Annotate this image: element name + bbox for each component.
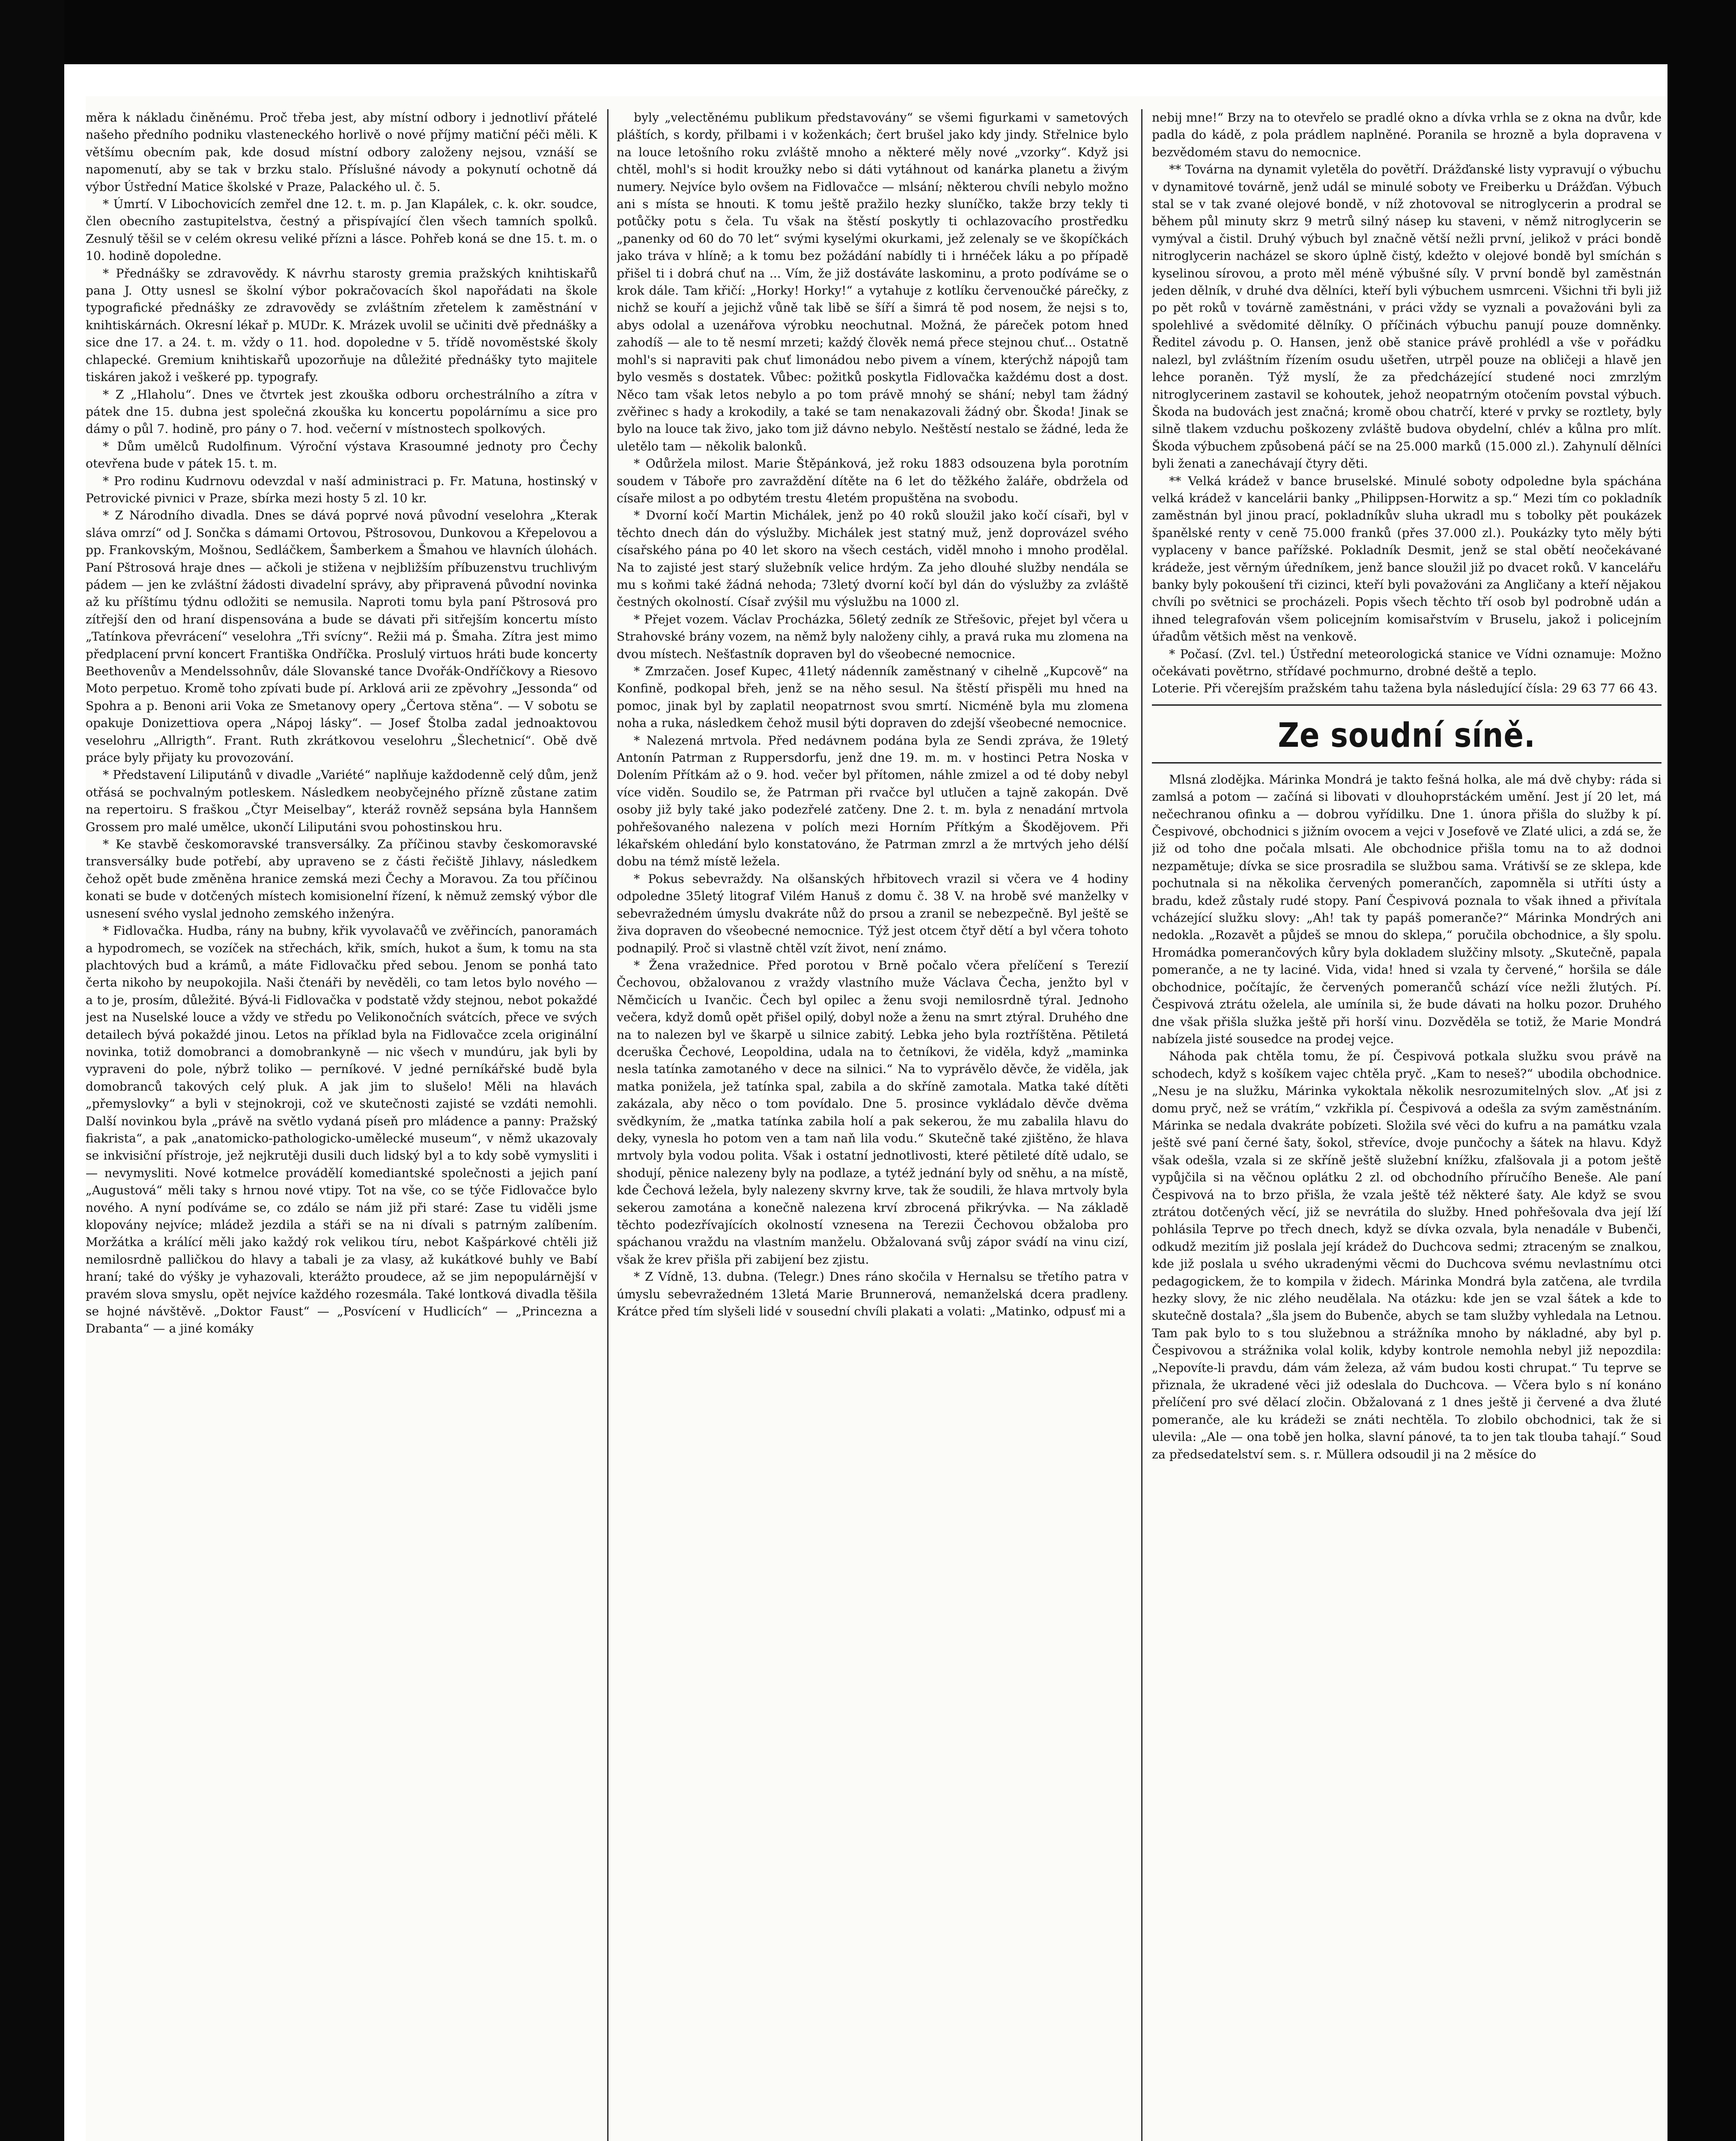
article-paragraph: * Žena vražednice. Před porotou v Brně počalo včera přelíčení s Terezií Čechovou, obžalovanou z vraždy vlastního muže Václava Čecha, jenžto byl v Němčicích u Ivančic. Čech byl opilec a ženu svoji nemilosrdně týral. Jednoho večera, když domů opět přišel opilý, dobyl nože a ženu na smrt ztýral. Druhého dne na to nalezen byl ve škarpě u silnice zabitý. Lebka jeho byla roztříštěna. Pětiletá dceruška Čechové, Leopoldina, udala na to četníkovi, že viděla, když „maminka nesla tatínka zamotaného v dece na silnici.“ Na to vyprávělo děvče, že viděla, jak matka ponižela, jež tatínka spal, zabila a do skříně zamotala. Matka také dítěti zakázala, aby něco o tom povídalo. Dne 5. prosince vykládalo děvče dvěma svědkyním, že „matka tatínka zabila holí a pak sekerou, že mu zabalila hlavu do deky, vynesla ho potom ven a tam naň lila vodu.“ Skutečně také zjištěno, že hlava mrtvoly byla vodou polita. Však i ostatní jednotlivosti, které pětileté dítě udalo, se shodují, pěnice nalezeny byly na podlaze, a tytéž jednání byly od sněhu, a na místě, kde Čechová ležela, byly nalezeny skvrny krve, tak že soudili, že hlava mrtvoly byla sekerou zamotána a konečně nalezena krví zbrocená přikrývka. — Na základě těchto podezřívajících okolností vznesena na Terezii Čechovou obžaloba pro spáchanou vraždu na vlastním manželu. Obžalovaná svůj zápor svádí na vinu cizí, však že krev přišla při zabijení bez zjistu. <box>617 958 1128 1267</box>
article-paragraph: * Pokus sebevraždy. Na olšanských hřbitovech vrazil si včera ve 4 hodiny odpoledne 35letý litograf Vilém Hanuš z domu č. 38 V. na hrobě své manželky v sebevražedném úmyslu dvakráte nůž do prsou a zranil se nebezpečně. Byl ještě se živa dopraven do všeobecné nemocnice. Týž jest otcem čtyř dětí a byl včera tohoto podnapilý. Proč si vlastně chtěl vzít život, není známo. <box>617 871 1128 955</box>
article-paragraph: * Ke stavbě českomoravské transversálky. Za příčinou stavby českomoravské transversálky bude potřebí, aby upraveno se z části řečiště Jihlavy, následkem čehož opět bude změněna hranice zemská mezi Čechy a Moravou. Za tou příčinou konati se bude v dotčených místech komisionelní řízení, k němuž zemský výbor dle usnesení svého vyslal jednoho zemského inženýra. <box>86 837 597 921</box>
article-paragraph: * Úmrtí. V Libochovicích zemřel dne 12. t. m. p. Jan Klapálek, c. k. okr. soudce, člen obecního zastupitelstva, čestný a přispívající člen všech tamních spolků. Zesnulý těšil se v celém okresu veliké přízni a lásce. Pohřeb koná se dne 15. t. m. o 10. hodině dopoledne. <box>86 197 597 263</box>
article-paragraph: * Dům umělců Rudolfinum. Výroční výstava Krasoumné jednoty pro Čechy otevřena bude v pátek 15. t. m. <box>86 439 597 471</box>
column-3 <box>1152 109 1661 2141</box>
article-paragraph: nebij mne!“ Brzy na to otevřelo se pradlé okno a dívka vrhla se z okna na dvůr, kde padla do kádě, z pola prádlem naplněné. Poranila se hrozně a byla dopravena v bezvědomém stavu do nemocnice. <box>1152 110 1661 159</box>
article-paragraph: * Dvorní kočí Martin Michálek, jenž po 40 roků sloužil jako kočí císaři, byl v těchto dnech dán do výslužby. Michálek jest statný muž, jenž doprovázel svého císařského pána po 40 let skoro na všech cestách, viděl mnoho i mnoho prodělal. Na to zajisté jest starý služebník velice hrdým. Za jeho dlouhé služby nendála se mu s koňmi také žádná nehoda; 73letý dvorní kočí byl dán do výslužby za zvláště čestných okolností. Císař zvýšil mu výslužbu na 1000 zl. <box>617 508 1128 609</box>
article-paragraph: měra k nákladu činěnému. Proč třeba jest, aby místní odbory i jednotliví přátelé našeho předního podniku vlasteneckého horlivě o nové příjmy matiční péči měli. K většímu obecním pak, kde dosud místní odbory založeny nejsou, vznáší se napomenutí, aby se tak v brzku stalo. Příslušné návody a pokynutí ochotně dá výbor Ústřední Matice školské v Praze, Palackého ul. č. 5. <box>86 110 597 194</box>
article-paragraph: * Z „Hlaholu“. Dnes ve čtvrtek jest zkouška odboru orchestrálního a zítra v pátek dne 15. dubna jest společná zkouška ku koncertu popolárnímu a sice pro dámy o půl 7. hodině, pro pány o 7. hod. večerní v místnostech spolkových. <box>86 387 597 436</box>
article-paragraph: * Z Národního divadla. Dnes se dává poprvé nová původní veselohra „Kterak sláva omrzí“ od J. Sončka s dámami Ortovou, Pštrosovou, Dunkovou a Křepelovou a pp. Frankovským, Mošnou, Sedláčkem, Šamberkem a Šmahou ve hlavních úlohách. Paní Pštrosová hraje dnes — ačkoli je stižena v nejbližším příbuzenstvu truchlivým pádem — jen ke zvláštní žádosti divadelní správy, aby připravená původní novinka až ku příštímu týdnu odložiti se nemusila. Naproti tomu byla paní Pštrosová pro zítřejší den od hraní dispensována a bude se dávati při sitřejším koncertu místo „Tatínkova převrácení“ veselohra „Tři svícny“. Režii má p. Šmaha. Zítra jest mimo předplacení první koncert Františka Ondříčka. Proslulý virtuos hráti bude koncerty Beethovenův a Mendelssohnův, dále Slovanské tance Dvořák-Ondříčkovy a Riesovo Moto perpetuo. Kromě toho zpívati bude pí. Arklová arii ze zpěvohry „Jessonda“ od Spohra a p. Benoni arii Voka ze Smetanovy opery „Čertova stěna“. — V sobotu se opakuje Donizettiova opera „Nápoj lásky“. — Josef Štolba zadal jednoaktovou veselohru „Allrigth“. Frant. Ruth zkrátkovou veselohru „Šlechetnicí“. Obě dvě práce byly přijaty ku provozování. <box>86 508 597 765</box>
article-paragraph: ** Továrna na dynamit vyletěla do povětří. Drážďanské listy vypravují o výbuchu v dynamitové továrně, jenž udál se minulé soboty ve Freiberku u Drážďan. Výbuch stal se v tak zvané olejové bondě, v níž zhotovoval se nitroglycerin a prodral se během půl minuty skrz 9 metrů silný násep ku staveni, v němž nitroglycerin se vymýval a čistil. Druhý výbuch byl značně větší nežli první, jelikož v práci bondě nitroglycerin nacházel se skoro úplně čistý, kdežto v olejové bondě byl smíchán s kyselinou sírovou, a proto měl méně výbušné síly. V první bondě byl zaměstnán jeden dělník, v druhé dva dělníci, kteří byli výbuchem usmrceni. Všichni tři byli již po pět roků v továrně zaměstnáni, v práci vždy se vyznali a považováni byli za spolehlivé a svědomité dělníky. O příčinách výbuchu panují pouze domněnky. Ředitel závodu p. O. Hansen, jenž obě stanice právě prohlédl a vše v pořádku nalezl, byl zvláštním řízením osudu ušetřen, utrpěl pouze na obličeji a hlavě jen lehce poraněn. Týž myslí, že za předcházející studené noci zmrzlým nitroglycerinem zastavil se kohoutek, jehož neopatrným otočením povstal výbuch. Škoda na budovách jest značná; kromě obou chatrčí, které v prvky se roztlety, byly silně tlakem vzduchu poškozeny zvláště budova obydelní, chlév a kůlna pro mlít. Škoda výbuchem způsobená páčí se na 25.000 marků (15.000 zl.). Zahynulí dělníci byli ženati a zanechávají čtyry děti. <box>1152 162 1661 471</box>
article-paragraph: * Zmrzačen. Josef Kupec, 41letý nádenník zaměstnaný v cihelně „Kupcově“ na Konfině, podkopal břeh, jenž se na něho sesul. Na štěstí přispěli mu hned na pomoc, jinak byl by zaplatil neopatrnost svou smrtí. Nicméně byla mu zlomena noha a ruka, následkem čehož musil býti dopraven do zdejší všeobecné nemocnice. <box>617 664 1128 731</box>
article-paragraph: * Přednášky se zdravovědy. K návrhu starosty gremia pražských knihtiskařů pana J. Otty usnesl se školní výbor pokračovacích škol napořádati na škole typografické přednášky ze zdravovědy se zvláštním zřetelem k zaměstnání v knihtiskárnách. Okresní lékař p. MUDr. K. Mrázek uvolil se učiniti dvě přednášky a sice dne 17. a 24. t. m. vždy o 11. hod. dopoledne v 5. třídě novoměstské školy chlapecké. Gremium knihtiskařů upozorňuje na důležité přednášky tyto majitele tiskáren jakož i veškeré pp. typografy. <box>86 266 597 385</box>
article-paragraph: * Počasí. (Zvl. tel.) Ústřední meteorologická stanice ve Vídni oznamuje: Možno očekávati povětrno, střídavé pochmurno, drobné deště a teplo. <box>1152 647 1661 678</box>
column-divider <box>1141 109 1142 2141</box>
article-paragraph: ** Velká krádež v bance bruselské. Minulé soboty odpoledne byla spáchána velká krádež v kancelárii banky „Philippsen-Horwitz a sp.“ Mezi tím co pokladník zaměstnán byl jinou prací, pokladníkův sluha ukradl mu s tobolky pět poukázek španělské renty v ceně 75.000 franků (přes 37.000 zl.). Poukázky tyto měly býti vyplaceny v bance pařížské. Pokladník Desmit, jenž se stal obětí neočekávané krádeže, jest věrným úředníkem, jenž bance sloužil již po dvacet roků. V kancelářu banky byly pokoušení tři cizinci, kteří byli považováni za Angličany a kteří nějakou chvíli po světnici se procházeli. Popis všech těchto tří osob byl podrobně udán a ihned telegrafován všem policejním komisařstvím v Bruselu, jakož i policejním úřadům většich měst na venkově. <box>1152 474 1661 644</box>
section-heading: Ze soudní síně. <box>1278 716 1536 755</box>
section-rule <box>1152 762 1661 763</box>
column-2 <box>617 109 1128 2141</box>
article-paragraph: * Z Vídně, 13. dubna. (Telegr.) Dnes ráno skočila v Hernalsu se třetího patra v úmyslu sebevražedném 13letá Marie Brunnerová, nemanželská dcera pradleny. Krátce před tím slyšeli lidé v sousední chvíli plakati a volati: „Matinko, odpusť mi a <box>617 1270 1128 1319</box>
newspaper-page <box>86 96 1666 2141</box>
article-paragraph: Náhoda pak chtěla tomu, že pí. Čespivová potkala služku svou právě na schodech, když s košíkem vajec chtěla pryč. „Kam to neseš?“ ubodila obchodnice. „Nesu je na služku, Márinka vykoktala několik nesrozumitelných slov. „Ať jsi z domu pryč, než se vrátím,“ vzkřikla pí. Čespivová a odešla za svým zaměstnáním. Márinka se nedala dvakráte pobízeti. Složila své věci do kufru a na památku vzala ještě své paní černé šaty, šokol, střevíce, dvoje punčochy a šátek na hlavu. Když však odešla, vzala si ze skříně ještě služební knížku, zfalšovala ji a potom ještě vypůjčila si na věčnou oplátku 2 zl. od obchodního příručího Beneše. Ale paní Čespivová na to brzo přišla, že vzala ještě též některé šaty. Ale když se svou ztrátou dotčených věcí, již se nevrátila do služby. Hned pohřešovala dva její lží pohlásila Teprve po třech dnech, když se dívka ozvala, byla nenadále v Bubenči, odkudž mezitím již poslala její krádež do Duchcova sedmi; ztraceným se znalkou, kde již poslala u svého ukradenými věcmi do Duchcova svému nevlastnímu otci pedagogickem, že to kompila v židech. Márinka Mondrá byla zatčena, ale tvrdila hezky slovy, že nic zlého neudělala. Na otázku: kde jen se vzal šátek a kde to skutečně dostala? „šla jsem do Bubenče, abych se tam služby vyhledala na Letnou. Tam pak bylo to s tou služebnou a strážníka mnoho by nákladné, aby byl p. Čespivovou a strážnika volal kolik, kdyby kontrole nemohla nebyl již nepozdila: „Nepovíte-li pravdu, dám vám železa, až vám budou kosti chrupat.“ Tu teprve se přiznala, že ukradené věci již odeslala do Duchcova. — Včera bylo s ní konáno přelíčení pro své dělací zločin. Obžalovaná z 1 dnes ještě ji červené a dva žluté pomeranče, ale ku krádeži se znáti nechtěla. To zlobilo obchodnici, tak že si ulevila: „Ale — ona tobě jen holka, slavní pánové, ta to jen tak tlouba tahají.“ Soud za předsedatelství sem. s. r. Müllera odsoudil ji na 2 měsíce do <box>1152 1049 1661 1461</box>
scan-border-right <box>1667 0 1736 2141</box>
column-1 <box>86 109 597 2141</box>
article-paragraph: * Pro rodinu Kudrnovu odevzdal v naší administraci p. Fr. Matuna, hostinský v Petrovické pivnici v Praze, sbírka mezi hosty 5 zl. 10 kr. <box>86 474 597 505</box>
article-paragraph: * Fidlovačka. Hudba, rány na bubny, křik vyvolavačů ve zvěřincích, panoramách a hypodromech, se vozíček na střechách, křik, smích, hukot a šum, k tomu na sta plachtových bud a krámů, a máte Fidlovačku před sebou. Jenom se ponhá tato čerta nikoho by neupokojila. Naši čtenáři by nevěděli, co tam letos bylo nového — a to je, prosím, důležité. Bývá-li Fidlovačka v podstatě vždy stejnou, nebot pokaždé jest na Nuselské louce a vždy ve středu po Velikonočních svátcích, přece ve svých detailech bývá pokaždé jinou. Letos na příklad byla na Fidlovačce zcela originální novinka, totiž domobranci a domobrankyně — nic všech v mundúru, jak byli by vypraveni do pole, nýbrž toliko — perníkové. V jedné perníkářské budě byla domobranců takových celý pluk. A jak jim to slušelo! Měli na hlavách „přemyslovky“ a byli v stejnokroji, což ve skutečnosti zajisté se vzdáti nemohli. Další novinkou byla „právě na světlo vydaná píseň pro mládence a panny: Pražský fiakrista“, a pak „anatomicko-pathologicko-umělecké museum“, v němž ukazovaly se inkvisiční přístroje, jež nejkrutěji dusili duch lidský byl a to kdy sobě vymysliti i — nevymysliti. Nové kotmelce provádělí komediantské společnosti a jejich paní „Augustová“ měli taky s hrnou nové vtipy. Tot na vše, co se týče Fidlovačce bylo nového. A nyní podíváme se, co zdálo se nám již při staré: Zase tu viděli jsme klopovány nejvíce; mládež jezdila a stáři se na ni dívali s patrným zalíbením. Moržátka a králící měli jako každý rok velikou tíru, nebot Kašpárkové chtěli již nemilosrdně palličkou do hlavy a tabali je za vlasy, až kukátkové buhly ve Babí hraní; také do výšky je vyhazovali, kterážto proudece, až se jim nepopulárnější v pravém slova smyslu, opět nejvíce každého rozesmála. Také lontková divadla těšila se hojné návštěvě. „Doktor Faust“ — „Posvícení v Hudlicích“ — „Princezna a Drabanta“ — a jiné komáky <box>86 924 597 1336</box>
lottery-results: Loterie. Při včerejším pražském tahu tažena byla následující čísla: 29 63 77 66 43. <box>1152 681 1658 696</box>
section-rule <box>1152 704 1661 706</box>
article-paragraph: * Přejet vozem. Václav Procházka, 56letý zedník ze Střešovic, přejet byl včera u Strahovské brány vozem, na němž byly naloženy cihly, a pravá ruka mu zlomena na dvou místech. Nešťastník dopraven byl do všeobecné nemocnice. <box>617 612 1128 661</box>
article-paragraph: * Nalezená mrtvola. Před nedávnem podána byla ze Sendi zpráva, že 19letý Antonín Patrman z Ruppersdorfu, jenž dne 19. m. m. v hostinci Petra Noska v Dolením Přítkám až o 9. hod. večer byl přítomen, náhle zmizel a od té doby nebyl více viděn. Soudilo se, že Patrman při rvačce byl utlučen a tajně zakopán. Dvě osoby již byly také jako podezřelé zatčeny. Dne 2. t. m. byla z nenadání mrtvola pohřešovaného nalezena v polích mezi Horním Přítkým a Škodějovem. Při lékařském ohledání bylo konstatováno, že Patrman zmrzl a že mrtvých jeho délší dobu na témž místě ležela. <box>617 733 1128 869</box>
column-divider <box>607 109 608 2141</box>
article-paragraph: Mlsná zlodějka. Márinka Mondrá je takto fešná holka, ale má dvě chyby: ráda si zamlsá a potom — začíná si libovati v dlouhoprstáckém umění. Jest jí 20 let, má nečechranou ofinku a — dobrou vyřídilku. Dne 1. února přišla do služby k pí. Čespivové, obchodnici s jižním ovocem a vejci v Josefově ve Zlaté ulici, a zdá se, že již od toho dne počala mlsati. Ale obchodnice přišla tomu na to až dodnoi nezpamětuje; dívka se sice prosradila se službou sama. Vrátivší se ze sklepa, kde pochutnala si na několika červených pomerančích, zapomněla si utříti ústy a bradu, kdež zůstaly rudé stopy. Paní Čespivová poznala to však ihned a přivítala vcházející služku slovy: „Ah! tak ty papáš pomeranče?“ Márinka Mondrých ani nedokla. „Rozavět a půjdeš se mnou do sklepa,“ poručila obchodnice, a šly spolu. Hromádka pomerančových kůry byla dokladem služčiny mlsoty. „Skutečně, papala pomeranče, a ne ty laciné. Vida, vida! hned si vzala ty červené,“ horšila se dále obchodnice, počítajíc, že červených pomerančů schází více nežli žlutých. Pí. Čespivová ztrátu oželela, ale umínila si, že bude dávati na holku pozor. Druhého dne však přišla služka ještě při horší vinu. Dozvěděla se totiž, že Marie Mondrá nabízela jisté sousedce na prodej vejce. <box>1152 772 1661 1046</box>
article-paragraph: * Představení Liliputánů v divadle „Variété“ naplňuje každodenně celý dům, jenž otřásá se pochvalným potleskem. Následkem neobyčejného přízně zůstane zatim na repertoiru. S fraškou „Čtyr Meiselbay“, kteráž rovněž sepsána byla Hannšem Grossem pro malé umělce, ukončí Liliputáni svou pohostinskou hru. <box>86 768 597 834</box>
scan-border-left <box>0 0 64 2141</box>
scan-border-top <box>0 0 1736 64</box>
article-paragraph: * Odůržela milost. Marie Štěpánková, jež roku 1883 odsouzena byla porotním soudem v Táboře pro zavraždění dítěte na 6 let do těžkého žaláře, obdržela od císaře milost a po odbytém trestu 4letém propuštěna na svobodu. <box>617 456 1128 505</box>
article-paragraph: byly „velectěnému publikum představovány“ se všemi figurkami v sametových pláštích, s kordy, přilbami i v koženkách; čert brušel jako kdy jindy. Střelnice bylo na louce letošního roku zvláště mnoho a některé měly nové „vzorky“. Když jsi chtěl, mohl's si hodit kroužky nebo si dáti vytáhnout od kanárka planetu a živým numery. Nejvíce bylo ovšem na Fidlovačce — mlsání; některou chvíli nebylo možno ani s místa se hnouti. K tomu ještě pražilo hezky sluníčko, takže brzy tekly ti potůčky potu s čela. Tu však na štěstí poskytly ti ochlazovacího prostředku „panenky od 60 do 70 let“ svými kyselými okurkami, jež zelenaly se ve škopíčkách jako tráva v hlíně; a k tomu bez požádání nabídly ti i hrnéček láku a po případě přišel ti i dobrá chuť na ... Vím, že již dostáváte laskominu, a proto podíváme se o krok dále. Tam křičí: „Horky! Horky!“ a vytahuje z kotlíku červenoučké párečky, z nichž se kouří a jejichž vůně tak libě se šíří a šimrá tě pod nosem, že nejsi s to, abys odolal a uzenářova výrobku neochutnal. Možná, že páreček potom hned zahodíš — ale to tě nesmí mrzeti; každý člověk nemá přece stejnou chuť... Ostatně mohl's si napraviti pak chuť limonádou nebo pivem a vínem, kterýchž nápojů tam bylo vesměs s dostatek. Vůbec: požitků poskytla Fidlovačka každému dost a dost. Něco tam však letos nebylo a po tom právě mnohý se shání; nebyl tam žádný zvěřinec s hady a krokodily, a také se tam nenakazovali žádný obr. Škoda! Jinak se bylo na louce tak živo, jako tom již dávno nebylo. Neštěstí nestalo se žádné, leda že uletělo tam — několik balonků. <box>617 110 1128 453</box>
